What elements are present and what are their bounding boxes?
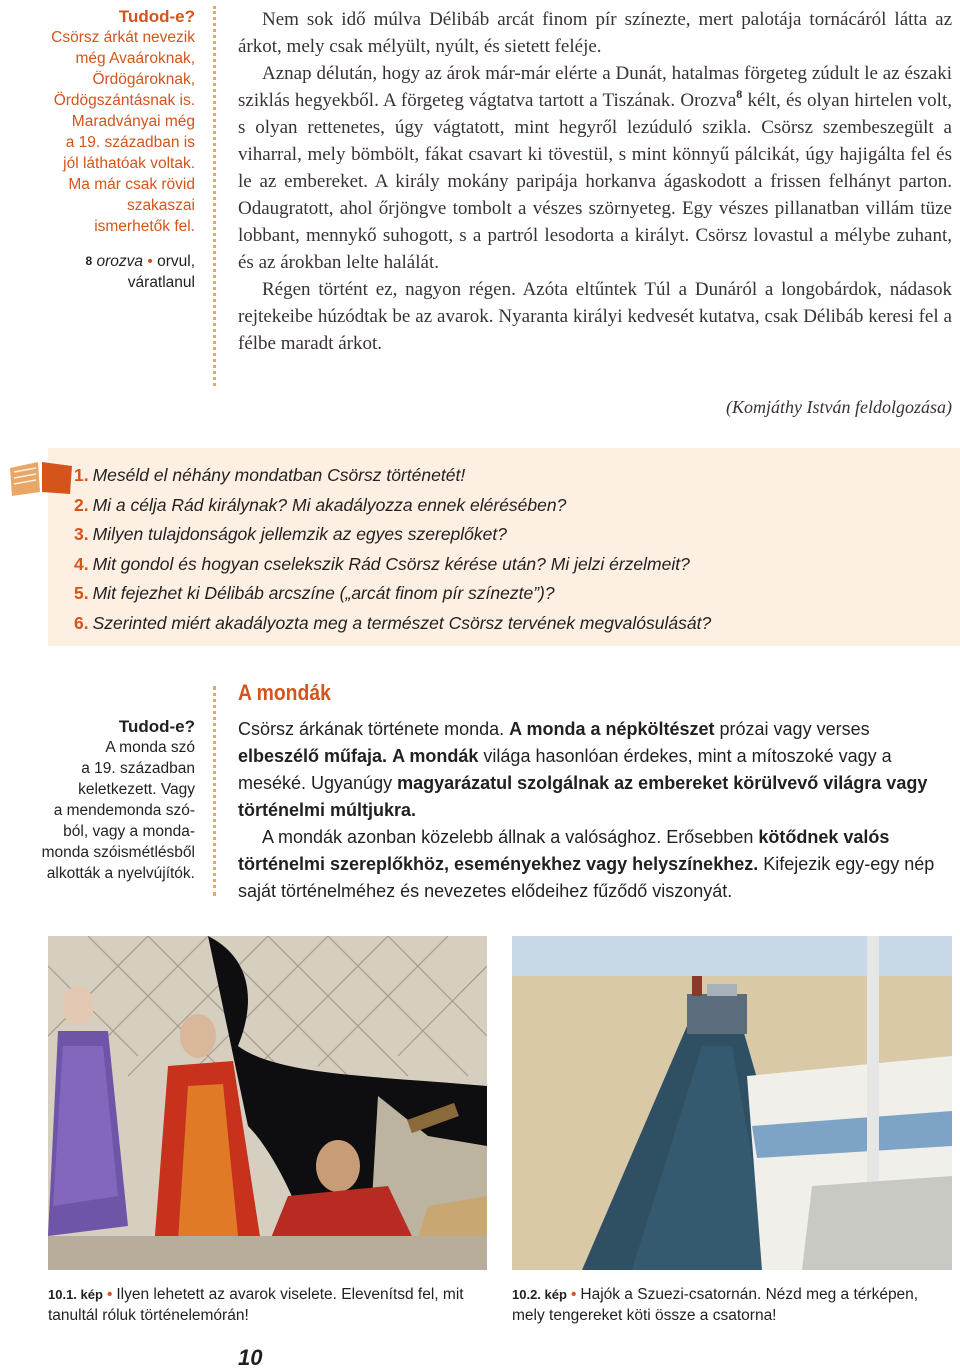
story-credit: (Komjáthy István feldolgozása) xyxy=(726,397,952,417)
question-number: 2. xyxy=(74,494,89,515)
sidebar-tudod-e-top xyxy=(0,6,195,293)
section-paragraph-2: A mondák azonban közelebb állnak a valósághoz. Erősebben kötődnek valós történelmi szereplőkhöz, eseményekhez vagy helyszínekhez. Kifejezik egy-egy nép saját történelméhez és nevezetes elődeihez fűződő viszonyát. xyxy=(238,827,935,901)
story-text xyxy=(238,6,952,357)
sidebar-title: Tudod-e? xyxy=(118,717,195,736)
sidebar-line: a 19. században xyxy=(81,760,195,777)
figure-caption-2: 10.2. kép • Hajók a Szuezi-csatornán. Nézd meg a térképen, mely tengereket köti össze a csatorna! xyxy=(512,1286,919,1324)
story-paragraph-3: Régen történt ez, nagyon régen. Azóta eltűntek Túl a Dunáról a longobárdok, nádasok rejtekeibe húzódtak be az avarok. Nyaranta királyi kedvesét kutatva, csak Délibáb keresi fel a félbe maradt árkot. xyxy=(238,279,952,354)
sidebar-line: Maradványai még xyxy=(71,113,195,130)
question-number: 4. xyxy=(74,553,89,574)
photo-avar-costumes xyxy=(48,936,487,1270)
question-text: Mi a célja Rád királynak? Mi akadályozza ennek elérésében? xyxy=(92,494,567,515)
story-paragraph-2: Aznap délután, hogy az árok már-már elérte a Dunát, hatalmas förgeteg zúdult le az északi sziklás hegyekből. A förgeteg vágtatva tartott a Tiszának. Orozva$^8$ kélt, és olyan hirtelen volt, s olyan rettenetes, úgy vágtatott, mint hegyről lezúduló szikla. Csörsz szembeszegült a viharral, mely bömbölt, fákat csavart ki tövestül, s mint könnyű pálcikát, úgy hajigálta fel és le az embereket. A király mokány paripája horkanva ágaskodott a frissen felhányt parton. Odaugratott, ahol őrjöngve tombolt a vészes szörnyeteg. Egy vészes pillanatban villám tüze lobbant, mennykő suhogott, s a partról lesodorta a királyt. Csörsz lovastul a mélybe zuhant, és az árokban lelte halálát. xyxy=(238,63,952,273)
section-text xyxy=(238,716,952,905)
footnote-def-1: orvul, xyxy=(157,253,195,270)
question-text: Szerinted miért akadályozta meg a természet Csörsz tervének megvalósulását? xyxy=(92,612,712,633)
sidebar-line: még Avaároknak, xyxy=(75,50,195,67)
sidebar-line: alkották a nyelvújítók. xyxy=(46,865,195,882)
question-item xyxy=(74,520,711,550)
question-item xyxy=(74,491,711,521)
question-text: Milyen tulajdonságok jellemzik az egyes szereplőket? xyxy=(92,524,507,544)
sidebar-line: a 19. században is xyxy=(65,134,195,151)
figure-label-2: 10.2. kép xyxy=(512,1287,567,1302)
question-item xyxy=(74,461,711,491)
question-item xyxy=(74,609,711,639)
photo-suez-canal xyxy=(512,936,952,1270)
footnote-ref: 8 xyxy=(736,87,743,101)
figure-label-1: 10.1. kép xyxy=(48,1287,103,1302)
footnote-word: orozva xyxy=(96,253,144,270)
open-book-icon xyxy=(6,458,76,498)
question-list xyxy=(74,461,711,638)
footnote-number: 8 xyxy=(85,254,93,268)
sidebar-line: jól láthatóak voltak. xyxy=(63,155,195,172)
question-text: Mit fejezhet ki Délibáb arcszíne („arcát finom pír színezte”)? xyxy=(92,583,555,603)
sidebar-body xyxy=(0,737,195,884)
sidebar-title: Tudod-e? xyxy=(118,7,195,26)
footnote-def-2: váratlanul xyxy=(127,274,195,291)
question-text: Mit gondol és hogyan cselekszik Rád Csörsz kérése után? Mi jelzi érzelmeit? xyxy=(92,553,690,574)
footnote: $^8$ orozva • orvul, váratlanul xyxy=(85,253,195,291)
sidebar-line: monda szóismétlésből xyxy=(41,844,195,861)
divider-dotted-bottom xyxy=(213,686,216,896)
question-number: 6. xyxy=(74,612,89,633)
sidebar-line: a mendemonda szó- xyxy=(53,802,195,819)
sidebar-line: keletkezett. Vagy xyxy=(78,781,195,798)
sidebar-line: A monda szó xyxy=(105,739,195,756)
question-number: 3. xyxy=(74,524,89,544)
sidebar-line: ismerhetők fel. xyxy=(94,218,195,235)
question-item xyxy=(74,579,711,609)
question-number: 1. xyxy=(74,465,89,485)
section-heading: A mondák xyxy=(238,680,331,705)
story-paragraph-1: Nem sok idő múlva Délibáb arcát finom pír színezte, mert palotája tornácáról látta az árkot, mely csak mélyült, nyúlt, és sietett feléje. xyxy=(238,9,952,57)
sidebar-line: Csörsz árkát nevezik xyxy=(51,29,195,46)
section-paragraph-1: Csörsz árkának története monda. A monda a népköltészet prózai vagy verses elbeszélő műfaja. A mondák világa hasonlóan érdekes, mint a mítoszoké vagy a meséké. Ugyanúgy magyarázatul szolgálnak az embereket körülvevő világra vagy történelmi múltjukra. xyxy=(238,719,928,820)
page-number: 10 xyxy=(238,1345,263,1370)
divider-dotted-top xyxy=(213,6,216,386)
sidebar-body xyxy=(0,27,195,237)
sidebar-tudod-e-bottom xyxy=(0,716,195,884)
sidebar-line: ból, vagy a monda- xyxy=(63,823,195,840)
question-item xyxy=(74,550,711,580)
question-number: 5. xyxy=(74,583,89,603)
sidebar-line: Ördögároknak, xyxy=(92,71,195,88)
sidebar-line: Ma már csak rövid xyxy=(68,176,195,193)
sidebar-line: szakaszai xyxy=(126,197,195,214)
sidebar-line: Ördögszántásnak is. xyxy=(53,92,195,109)
question-text: Meséld el néhány mondatban Csörsz történetét! xyxy=(92,465,466,485)
figure-caption-1: 10.1. kép • Ilyen lehetett az avarok viselete. Elevenítsd fel, mit tanultál róluk történelemórán! xyxy=(48,1286,464,1324)
